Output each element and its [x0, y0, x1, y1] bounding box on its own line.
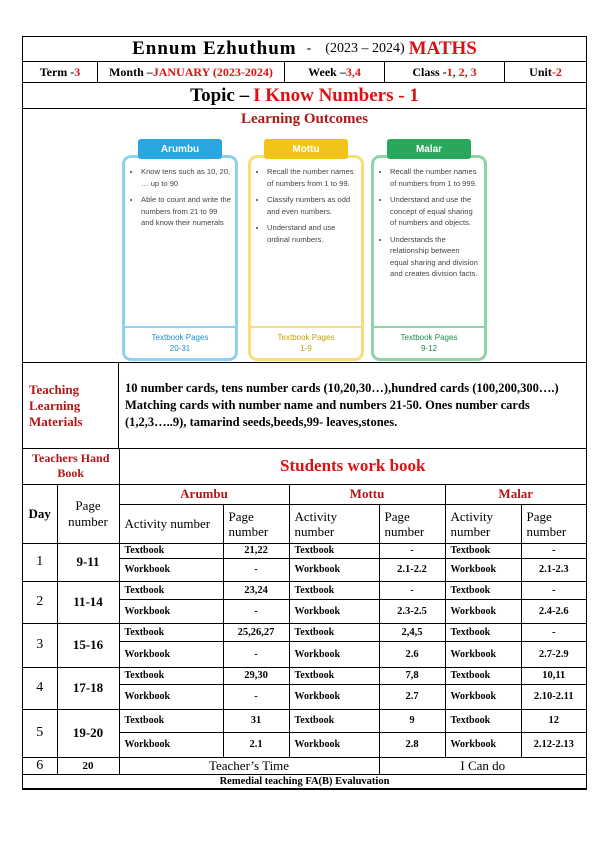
textbook-pages-value: 1-9: [300, 344, 312, 353]
value-cell: 2,4,5: [379, 623, 445, 641]
value-cell: 25,26,27: [223, 623, 289, 641]
group-arumbu: Arumbu: [119, 484, 289, 504]
teachers-time: Teacher’s Time: [119, 757, 379, 774]
topic-value: I Know Numbers - 1: [253, 84, 419, 106]
day-cell: 3: [23, 623, 57, 667]
activity-cell: Textbook: [289, 623, 379, 641]
activity-cell: Workbook: [445, 558, 521, 581]
page-number-col-header: Page number: [223, 504, 289, 543]
activity-cell: Textbook: [289, 581, 379, 599]
value-cell: 9: [379, 709, 445, 732]
value-cell: 2.10-2.11: [521, 684, 586, 709]
value-cell: -: [521, 543, 586, 558]
students-work-book-header: Students work book: [119, 449, 586, 484]
table-row: [23, 774, 586, 788]
value-cell: 29,30: [223, 667, 289, 684]
activity-cell: Workbook: [119, 599, 223, 623]
day-cell: 6: [23, 757, 57, 774]
outcome-item: • Know tens such as 10, 20, … up to 90: [141, 166, 231, 189]
week-cell: [285, 62, 385, 82]
activity-cell: Textbook: [445, 543, 521, 558]
topic-row: [23, 83, 586, 109]
value-cell: 2.1-2.2: [379, 558, 445, 581]
activity-cell: Textbook: [119, 581, 223, 599]
activity-cell: Workbook: [289, 558, 379, 581]
lesson-plan-sheet: [22, 36, 587, 790]
value-cell: 2.1-2.3: [521, 558, 586, 581]
pages-cell: 19-20: [57, 709, 119, 757]
activity-cell: Textbook: [289, 709, 379, 732]
materials-label-line: Teaching: [29, 381, 80, 397]
value-cell: 2.8: [379, 732, 445, 757]
month-cell: [98, 62, 285, 82]
card-body: [248, 155, 364, 361]
activity-number-header: Activity number: [289, 504, 379, 543]
academic-year: (2023 – 2024): [325, 41, 405, 56]
pages-cell: 9-11: [57, 543, 119, 581]
materials-label: [23, 363, 119, 448]
textbook-pages-value: 9-12: [420, 344, 437, 353]
activity-cell: Textbook: [289, 667, 379, 684]
term-value: 3: [74, 64, 81, 79]
day-cell: 2: [23, 581, 57, 623]
value-cell: 12: [521, 709, 586, 732]
outcome-item: • Recall the number names of numbers from 1 to 99.: [267, 166, 357, 189]
pages-cell: 11-14: [57, 581, 119, 623]
month-value: JANUARY (2023-2024): [152, 64, 273, 79]
topic-label: Topic –: [190, 84, 250, 106]
title-row: [23, 37, 586, 62]
unit-cell: [505, 62, 586, 82]
value-cell: 2.12-2.13: [521, 732, 586, 757]
table-row: [23, 543, 586, 558]
table-header-row: [23, 449, 586, 484]
card-tab: Arumbu: [138, 139, 222, 159]
learning-outcomes-section: [23, 109, 586, 363]
value-cell: 7,8: [379, 667, 445, 684]
materials-text: 10 number cards, tens number cards (10,20,30…),hundred cards (100,200,300….) Matching cards with number name and numbers 21-50. Ones number cards (1,2,3…..9), tamarind seeds,beeds,99- leaves,stones.: [125, 381, 559, 429]
class-label: Class -: [412, 64, 447, 79]
activity-cell: Textbook: [445, 667, 521, 684]
month-label: Month –: [109, 64, 153, 79]
textbook-pages-value: 20-31: [169, 344, 191, 353]
outcome-list: [255, 166, 357, 245]
title-dash: -: [306, 41, 312, 56]
i-can-do: I Can do: [379, 757, 586, 774]
value-cell: 31: [223, 709, 289, 732]
table-row: [23, 709, 586, 732]
value-cell: 23,24: [223, 581, 289, 599]
table-row: [23, 757, 586, 774]
value-cell: 10,11: [521, 667, 586, 684]
teachers-hand-book-header: Teachers Hand Book: [23, 449, 119, 484]
subject-title: MATHS: [408, 38, 477, 59]
group-header-row: [23, 484, 586, 504]
day-header: Day: [23, 484, 57, 543]
textbook-pages-label: Textbook Pages: [151, 333, 209, 342]
group-mottu: Mottu: [289, 484, 445, 504]
activity-cell: Workbook: [445, 599, 521, 623]
outcome-item: • Understand and use ordinal numbers.: [267, 222, 357, 245]
value-cell: 2.6: [379, 641, 445, 667]
activity-cell: Workbook: [289, 641, 379, 667]
activity-cell: Textbook: [119, 709, 223, 732]
value-cell: -: [379, 581, 445, 599]
activity-cell: Workbook: [289, 732, 379, 757]
pages-cell: 15-16: [57, 623, 119, 667]
schedule-table: [23, 449, 586, 789]
pages-cell: 20: [57, 757, 119, 774]
value-cell: -: [223, 558, 289, 581]
materials-row: [23, 363, 586, 449]
outcome-item: • Understand and use the concept of equal sharing of numbers and objects.: [390, 194, 480, 229]
meta-row: [23, 62, 586, 83]
value-cell: 2.4-2.6: [521, 599, 586, 623]
activity-cell: Textbook: [445, 709, 521, 732]
value-cell: 2.1: [223, 732, 289, 757]
table-row: [23, 667, 586, 684]
day-cell: 1: [23, 543, 57, 581]
card-footer: [374, 326, 484, 358]
activity-number-header: Activity number: [119, 504, 223, 543]
card-body: [371, 155, 487, 361]
activity-cell: Workbook: [119, 641, 223, 667]
activity-cell: Textbook: [445, 581, 521, 599]
day-cell: 4: [23, 667, 57, 709]
card-body: [122, 155, 238, 361]
outcome-card-malar: [371, 139, 487, 361]
value-cell: 2.7-2.9: [521, 641, 586, 667]
value-cell: -: [223, 684, 289, 709]
term-label: Term -: [39, 64, 75, 79]
card-footer: [251, 326, 361, 358]
activity-cell: Workbook: [119, 684, 223, 709]
activity-cell: Textbook: [119, 543, 223, 558]
activity-cell: Workbook: [119, 558, 223, 581]
week-value: 3,4: [345, 64, 361, 79]
card-tab: Mottu: [264, 139, 348, 159]
activity-cell: Workbook: [445, 732, 521, 757]
activity-cell: Workbook: [445, 684, 521, 709]
page-number-header: Page number: [57, 484, 119, 543]
class-cell: [385, 62, 505, 82]
outcome-list: [378, 166, 480, 280]
value-cell: -: [223, 641, 289, 667]
remedial-teaching: Remedial teaching FA(B) Evaluvation: [23, 774, 586, 788]
value-cell: 2.3-2.5: [379, 599, 445, 623]
activity-cell: Textbook: [445, 623, 521, 641]
plan-title: Ennum Ezhuthum: [132, 38, 297, 59]
textbook-pages-label: Textbook Pages: [400, 333, 458, 342]
card-tab: Malar: [387, 139, 471, 159]
textbook-pages-label: Textbook Pages: [277, 333, 335, 342]
outcome-item: • Recall the number names of numbers from 1 to 999.: [390, 166, 480, 189]
week-label: Week –: [308, 64, 346, 79]
activity-cell: Textbook: [289, 543, 379, 558]
outcome-item: • Classify numbers as odd and even numbers.: [267, 194, 357, 217]
card-footer: [125, 326, 235, 358]
value-cell: -: [379, 543, 445, 558]
outcome-item: • Able to count and write the numbers from 21 to 99 and know their numerals: [141, 194, 231, 229]
activity-cell: Workbook: [289, 599, 379, 623]
activity-cell: Textbook: [119, 623, 223, 641]
value-cell: -: [223, 599, 289, 623]
value-cell: -: [521, 581, 586, 599]
value-cell: 2.7: [379, 684, 445, 709]
schedule-table-wrap: [23, 449, 586, 789]
activity-number-header: Activity number: [445, 504, 521, 543]
value-cell: -: [521, 623, 586, 641]
page-number-col-header: Page number: [521, 504, 586, 543]
page-number-col-header: Page number: [379, 504, 445, 543]
activity-cell: Textbook: [119, 667, 223, 684]
activity-cell: Workbook: [445, 641, 521, 667]
materials-label-line: Learning: [29, 397, 81, 413]
group-malar: Malar: [445, 484, 586, 504]
term-cell: [23, 62, 98, 82]
activity-cell: Workbook: [289, 684, 379, 709]
class-value: 1, 2, 3: [446, 64, 477, 79]
outcome-card-mottu: [248, 139, 364, 361]
activity-cell: Workbook: [119, 732, 223, 757]
learning-outcomes-title: Learning Outcomes: [240, 111, 369, 127]
unit-value: -2: [551, 64, 562, 79]
outcome-card-arumbu: [122, 139, 238, 361]
value-cell: 21,22: [223, 543, 289, 558]
day-cell: 5: [23, 709, 57, 757]
materials-label-line: Materials: [29, 413, 83, 429]
unit-label: Unit: [529, 64, 552, 79]
table-row: [23, 581, 586, 599]
pages-cell: 17-18: [57, 667, 119, 709]
outcome-list: [129, 166, 231, 229]
outcome-item: • Understands the relationship between equal sharing and division and creates division facts.: [390, 234, 480, 280]
table-row: [23, 623, 586, 641]
